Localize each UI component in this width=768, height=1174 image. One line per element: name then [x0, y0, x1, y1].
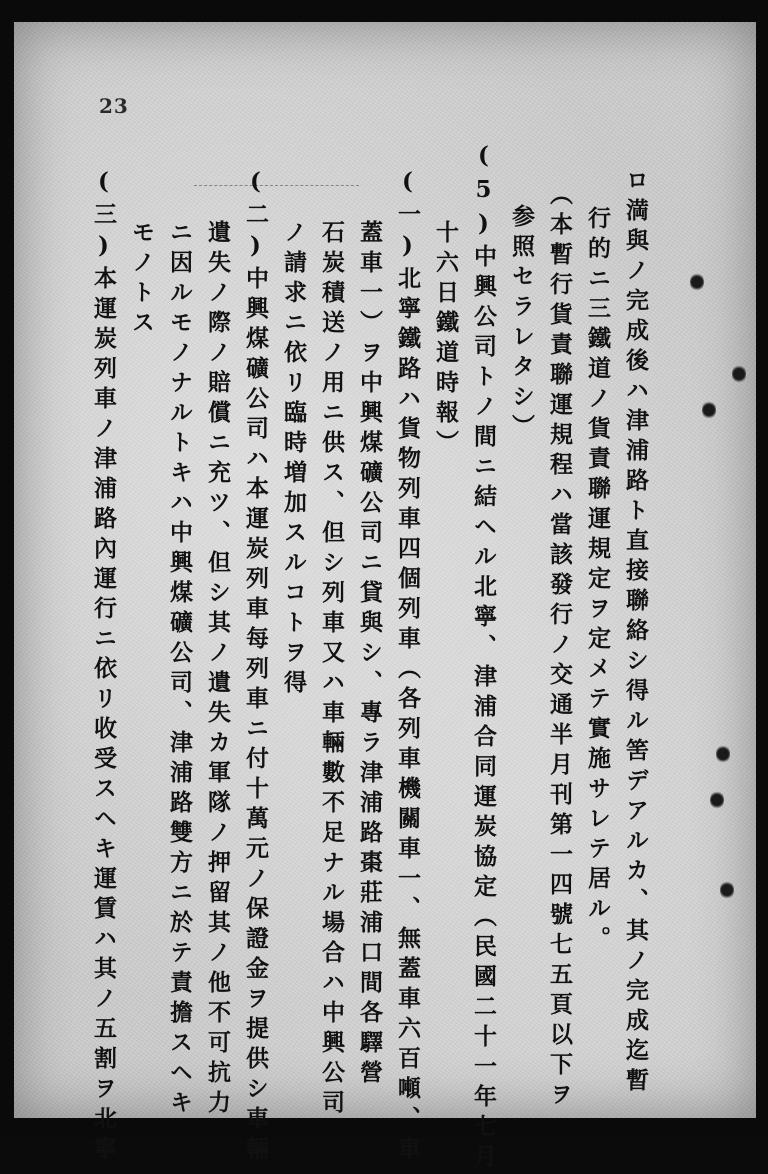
text-column-5: (5)中興公司トノ間ニ結ヘル北寧、津浦合同運炭協定（民國二十一年七月: [470, 142, 497, 1174]
ink-smudge: [702, 400, 716, 420]
ink-smudge: [710, 790, 724, 810]
text-column-12: 遺失ノ際ノ賠償ニ充ツ、但シ其ノ遺失カ軍隊ノ押留其ノ他不可抗力: [204, 220, 231, 1120]
ink-smudge: [716, 744, 730, 764]
text-column-11: (二)中興煤礦公司ハ本運炭列車每列車ニ付十萬元ノ保證金ヲ提供シ車輛: [242, 168, 269, 1166]
text-column-3: （本暫行貨責聯運規程ハ當該發行ノ交通半月刊第一四號七五頁以下ヲ: [546, 182, 573, 1112]
text-column-13: ニ因ルモノナルトキハ中興煤礦公司、津浦路雙方ニ於テ責擔スヘキ: [166, 220, 193, 1120]
decorative-rule: [194, 185, 359, 186]
text-column-6: 十六日鐵道時報）: [432, 220, 459, 460]
ink-smudge: [732, 364, 746, 384]
text-column-15: (三)本運炭列車ノ津浦路內運行ニ依リ收受スヘキ運賃ハ其ノ五割ヲ北寧: [90, 168, 117, 1166]
text-column-8: 蓋車一）ヲ中興煤礦公司ニ貸與シ、專ラ津浦路棗莊浦口間各驛營: [356, 220, 383, 1090]
ink-smudge: [720, 880, 734, 900]
text-column-10: ノ請求ニ依リ臨時増加スルコトヲ得: [280, 220, 307, 700]
page-number: 23: [99, 94, 129, 118]
text-column-2: 行的ニ三鐵道ノ貨責聯運規定ヲ定メテ實施サレテ居ル。: [584, 206, 611, 956]
text-column-9: 石炭積送ノ用ニ供ス、但シ列車又ハ車輛數不足ナル場合ハ中興公司: [318, 220, 345, 1120]
document-page: [14, 22, 756, 1174]
ink-smudge: [690, 272, 704, 292]
text-column-7: (一)北寧鐵路ハ貨物列車四個列車（各列車機關車一、無蓋車六百噸、車: [394, 168, 421, 1166]
text-column-1: ロ満與ノ完成後ハ津浦路ト直接聯絡シ得ル筈デアルカ、其ノ完成迄暫: [622, 168, 649, 1098]
text-column-14: モノトス: [128, 220, 155, 340]
text-column-4: 参照セラレタシ）: [508, 204, 535, 444]
